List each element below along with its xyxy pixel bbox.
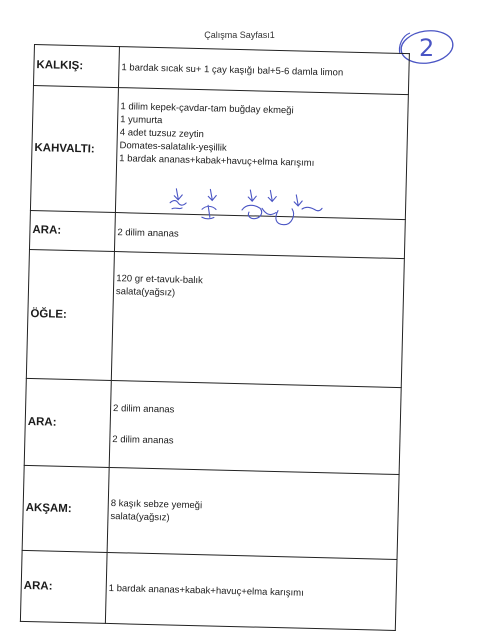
page-number-text: 2 [419,34,435,62]
list-item: 2 dilim ananas [117,226,179,240]
row-label: ARA: [29,210,115,251]
table-row-ara [24,378,401,474]
table-row-ogle [26,249,404,387]
row-content [105,552,397,630]
row-content [111,252,404,388]
row-content [107,467,399,559]
row-content [118,47,409,95]
row-label: ARA: [20,550,107,623]
list-item: 1 bardak ananas+kabak+havuç+elma karışımı [119,153,315,169]
sheet-title: Çalışma Sayfası1 [204,30,275,40]
row-label: KALKIŞ: [33,45,119,88]
row-content [109,380,401,474]
list-item: salata(yağsız) [110,511,170,524]
list-item: 120 gr et-tavuk-balık [116,273,204,287]
list-item: 2 dilim ananas [112,434,174,447]
row-label: KAHVALTI: [30,85,118,212]
row-label: ÖĞLE: [26,249,114,380]
table-row-aksam [22,465,399,559]
list-item: salata(yağsız) [115,286,176,299]
list-item: Domates-salatalık-yeşillik [119,140,227,154]
handwriting-scribble-icon [150,186,341,235]
list-item: 1 bardak ananas+kabak+havuç+elma karışımı [108,582,304,599]
list-item: 2 dilim ananas [112,403,175,416]
list-item: 1 bardak sıcak su+ 1 çay kaşığı bal+5-6 damla limon [121,61,344,79]
list-item: 4 adet tuzsuz zeytin [119,127,204,141]
meal-plan-table [20,44,410,613]
list-item: 8 kaşık sebze yemeği [110,498,203,512]
list-item: 1 dilim kepek-çavdar-tam buğday ekmeği [120,101,294,117]
list-item: 1 yumurta [120,114,163,127]
row-label: ARA: [24,378,111,467]
row-label: AKŞAM: [22,465,109,552]
table-row-ara [20,550,397,630]
handwritten-annotation [150,186,341,235]
